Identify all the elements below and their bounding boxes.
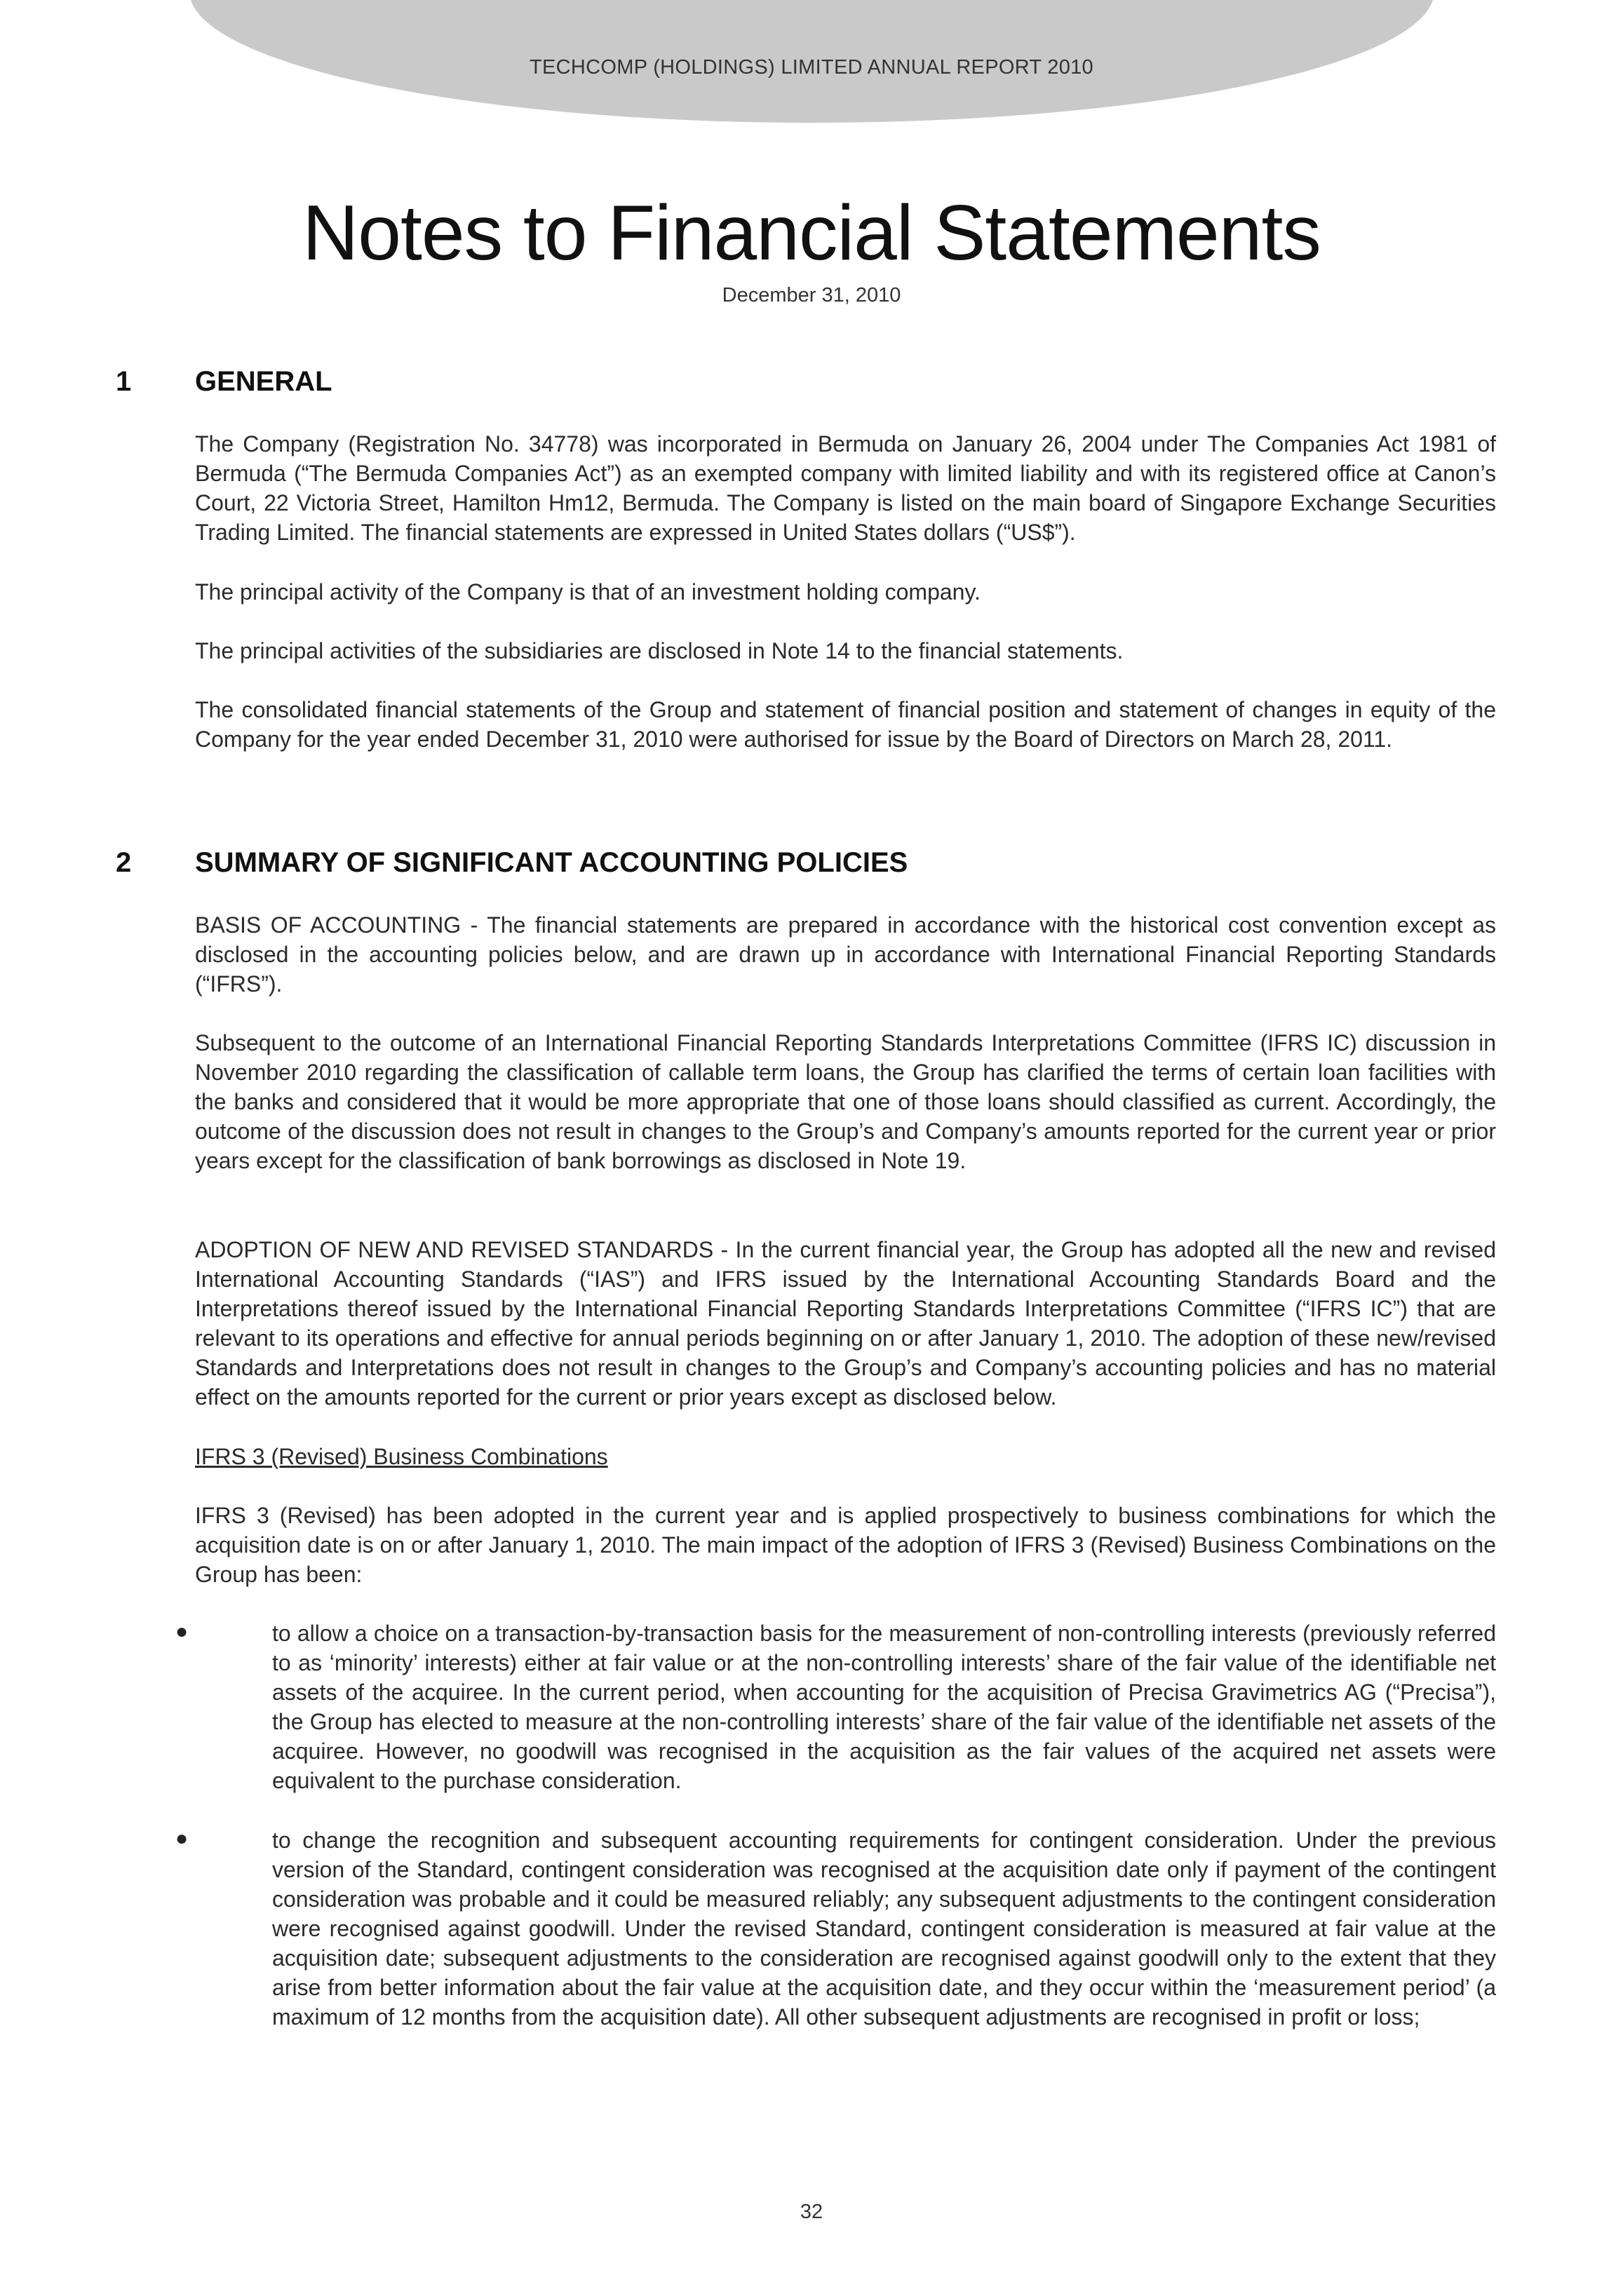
bullet-icon: ● [175, 1827, 189, 1850]
bullet-item: to change the recognition and subsequent accounting requirements for contingent consideration. Under the previous version of the Standard, contingent consideration was recognised at the acquisition date only if payment of the contingent consideration was probable and it could be measured reliably; any subsequent adjustments to the contingent consideration were recognised against goodwill. Under the revised Standard, contingent consideration is measured at fair value at the acquisition date; subsequent adjustments to the consideration are recognised against goodwill only to the extent that they arise from better information about the fair value at the acquisition date, and they occur within the ‘measurement period’ (a maximum of 12 months from the acquisition date). All other subsequent adjustments are recognised in profit or loss; [272, 1828, 1496, 2030]
page-number: 32 [800, 2201, 823, 2223]
page-date: December 31, 2010 [722, 284, 901, 306]
ifrs3-paragraph: IFRS 3 (Revised) has been adopted in the current year and is applied prospectively to business combinations for which the acquisition date is on or after January 1, 2010. The main impact of the adoption of IFRS 3 (Revised) Business Combinations on the Group has been: [195, 1503, 1496, 1587]
adoption-paragraph: ADOPTION OF NEW AND REVISED STANDARDS - In the current financial year, the Group has adopted all the new and revised International Accounting Standards (“IAS”) and IFRS issued by the International Accounting Standards Board and the Interpretations thereof issued by the International Financial Reporting Standards Interpretations Committee (“IFRS IC”) that are relevant to its operations and effective for annual periods beginning on or after January 1, 2010. The adoption of these new/revised Standards and Interpretations does not result in changes to the Group’s and Company’s accounting policies and has no material effect on the amounts reported for the current or prior years except as disclosed below. [195, 1237, 1496, 1410]
section-1-paragraph: The consolidated financial statements of the Group and statement of financial position and statement of changes in equity of the Company for the year ended December 31, 2010 were authorised for issue by the Board of Directors on March 28, 2011. [195, 697, 1496, 752]
running-header: TECHCOMP (HOLDINGS) LIMITED ANNUAL REPORT 2010 [530, 56, 1093, 79]
section-1-number: 1 [116, 366, 132, 397]
ifrs3-subheading: IFRS 3 (Revised) Business Combinations [195, 1444, 608, 1469]
page-title: Notes to Financial Statements [302, 189, 1321, 276]
bullet-icon: ● [175, 1620, 189, 1643]
basis-of-accounting-paragraph: BASIS OF ACCOUNTING - The financial statements are prepared in accordance with the historical cost convention except as disclosed in the accounting policies below, and are drawn up in accordance with International Financial Reporting Standards (“IFRS”). [195, 912, 1496, 997]
section-1-paragraph: The principal activity of the Company is that of an investment holding company. [195, 579, 981, 605]
section-2-number: 2 [116, 847, 132, 878]
section-2-title: SUMMARY OF SIGNIFICANT ACCOUNTING POLICIES [195, 847, 908, 878]
section-1-title: GENERAL [195, 366, 332, 397]
bullet-item: to allow a choice on a transaction-by-transaction basis for the measurement of non-controlling interests (previously referred to as ‘minority’ interests) either at fair value or at the non-controlling interests’ share of the fair value of the identifiable net assets of the acquiree. In the current period, when accounting for the acquisition of Precisa Gravimetrics AG (“Precisa”), the Group has elected to measure at the non-controlling interests’ share of the fair value of the identifiable net assets of the acquiree. However, no goodwill was recognised in the acquisition as the fair values of the acquired net assets were equivalent to the purchase consideration. [272, 1621, 1496, 1793]
ifrs-ic-paragraph: Subsequent to the outcome of an International Financial Reporting Standards Interpretations Committee (IFRS IC) discussion in November 2010 regarding the classification of callable term loans, the Group has clarified the terms of certain loan facilities with the banks and considered that it would be more appropriate that one of those loans should classified as current. Accordingly, the outcome of the discussion does not result in changes to the Group’s and Company’s amounts reported for the current year or prior years except for the classification of bank borrowings as disclosed in Note 19. [195, 1030, 1496, 1173]
section-1-paragraph: The Company (Registration No. 34778) was incorporated in Bermuda on January 26, 2004 under The Companies Act 1981 of Bermuda (“The Bermuda Companies Act”) as an exempted company with limited liability and with its registered office at Canon’s Court, 22 Victoria Street, Hamilton Hm12, Bermuda. The Company is listed on the main board of Singapore Exchange Securities Trading Limited. The financial statements are expressed in United States dollars (“US$”). [195, 431, 1496, 545]
section-1-paragraph: The principal activities of the subsidiaries are disclosed in Note 14 to the financial statements. [195, 638, 1124, 663]
